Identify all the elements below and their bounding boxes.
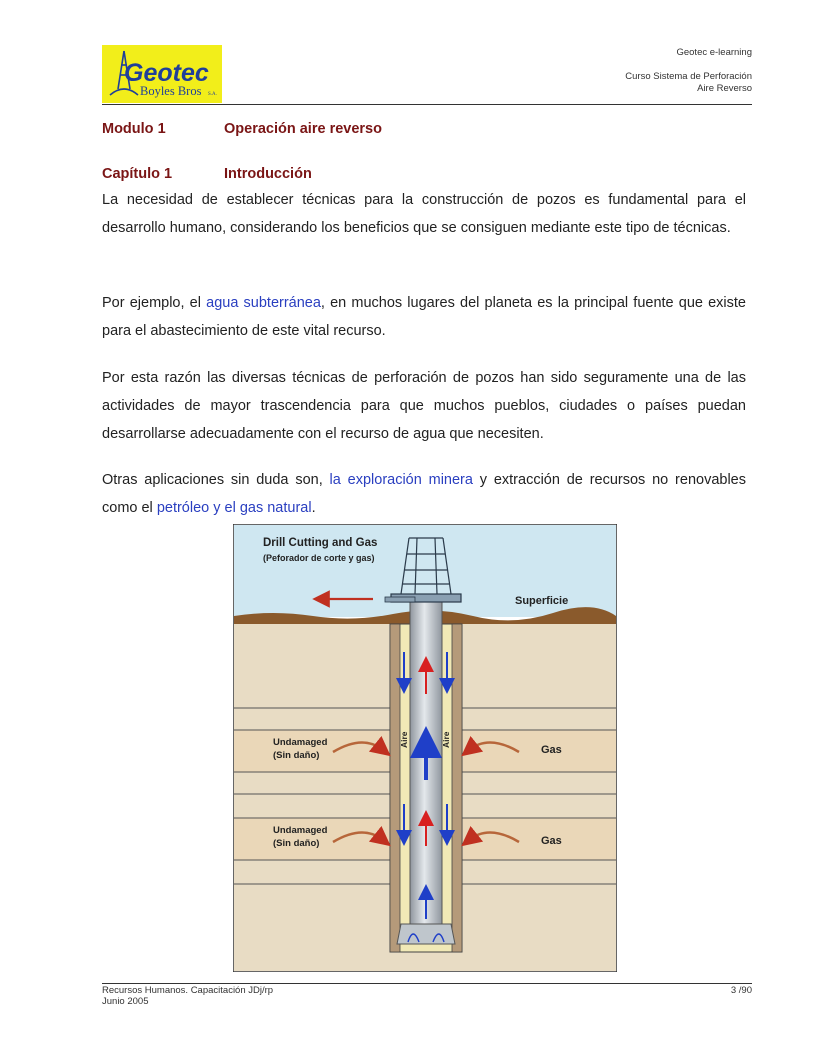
link-petroleo-gas[interactable]: petróleo y el gas natural — [156, 500, 312, 516]
drill-bit — [397, 924, 455, 944]
paragraph-4-text-b: y extracción de recursos no renovables como el — [102, 472, 746, 516]
paragraph-2 — [102, 289, 746, 345]
page-number: 3 /90 — [730, 985, 752, 996]
header-course: Curso Sistema de Perforación — [625, 71, 752, 82]
sin-dano-label-2: (Sin daño) — [273, 838, 320, 849]
paragraph-4-text-c: . — [311, 500, 316, 516]
geotec-logo — [102, 45, 222, 103]
paragraph-3: Por esta razón las diversas técnicas de perforación de pozos han sido seguramente una de las actividades de mayor trascendencia para que muchos pueblos, ciudades o países puedan desarrollarse adecuadamente con el recurso de agua que necesiten. — [102, 370, 746, 442]
footer-department: Recursos Humanos. Capacitación JDj/rp — [102, 985, 274, 996]
paragraph-4 — [102, 466, 746, 522]
logo-sa: S.A. — [208, 92, 217, 97]
logo-wordmark: Geotec — [124, 59, 209, 87]
paragraph-2-text-a: Por ejemplo, el — [102, 295, 207, 311]
figure-title: Drill Cutting and Gas — [263, 537, 378, 549]
footer-divider — [102, 983, 752, 984]
aire-label-left: Aire — [399, 731, 409, 748]
chapter-label: Capítulo 1 — [102, 166, 173, 182]
header-course-sub: Aire Reverso — [697, 83, 752, 94]
module-heading — [102, 121, 382, 137]
link-agua-subterranea[interactable]: agua subterránea — [206, 295, 321, 311]
figure-subtitle: (Peforador de corte y gas) — [263, 553, 375, 563]
module-label: Modulo 1 — [102, 121, 166, 137]
footer-info — [102, 985, 273, 1007]
surface-label: Superficie — [515, 595, 569, 607]
link-exploracion-minera[interactable]: la exploración minera — [329, 472, 473, 488]
gas-label-1: Gas — [541, 744, 562, 756]
chapter-title: Introducción — [224, 166, 312, 182]
header-info — [625, 47, 752, 95]
undamaged-label-1: Undamaged — [273, 737, 328, 748]
gas-label-2: Gas — [541, 835, 562, 847]
sin-dano-label-1: (Sin daño) — [273, 750, 320, 761]
header-divider — [102, 104, 752, 105]
aire-label-right: Aire — [441, 731, 451, 748]
undamaged-label-2: Undamaged — [273, 825, 328, 836]
logo-subtitle: Boyles Bros — [140, 84, 202, 98]
footer-date: Junio 2005 — [102, 996, 149, 1007]
paragraph-1: La necesidad de establecer técnicas para la construcción de pozos es fundamental para el desarrollo humano, considerando los beneficios que se consiguen mediante este tipo de técnicas. — [102, 192, 746, 236]
paragraph-4-text-a: Otras aplicaciones sin duda son, — [102, 472, 330, 488]
reverse-air-drilling-diagram — [233, 524, 617, 972]
chapter-heading — [102, 166, 312, 182]
header-site: Geotec e-learning — [676, 47, 752, 58]
module-title: Operación aire reverso — [224, 121, 382, 137]
paragraph-2-text-b: , en muchos lugares del planeta es la principal fuente que existe para el abastecimiento de este vital recurso. — [102, 295, 746, 339]
